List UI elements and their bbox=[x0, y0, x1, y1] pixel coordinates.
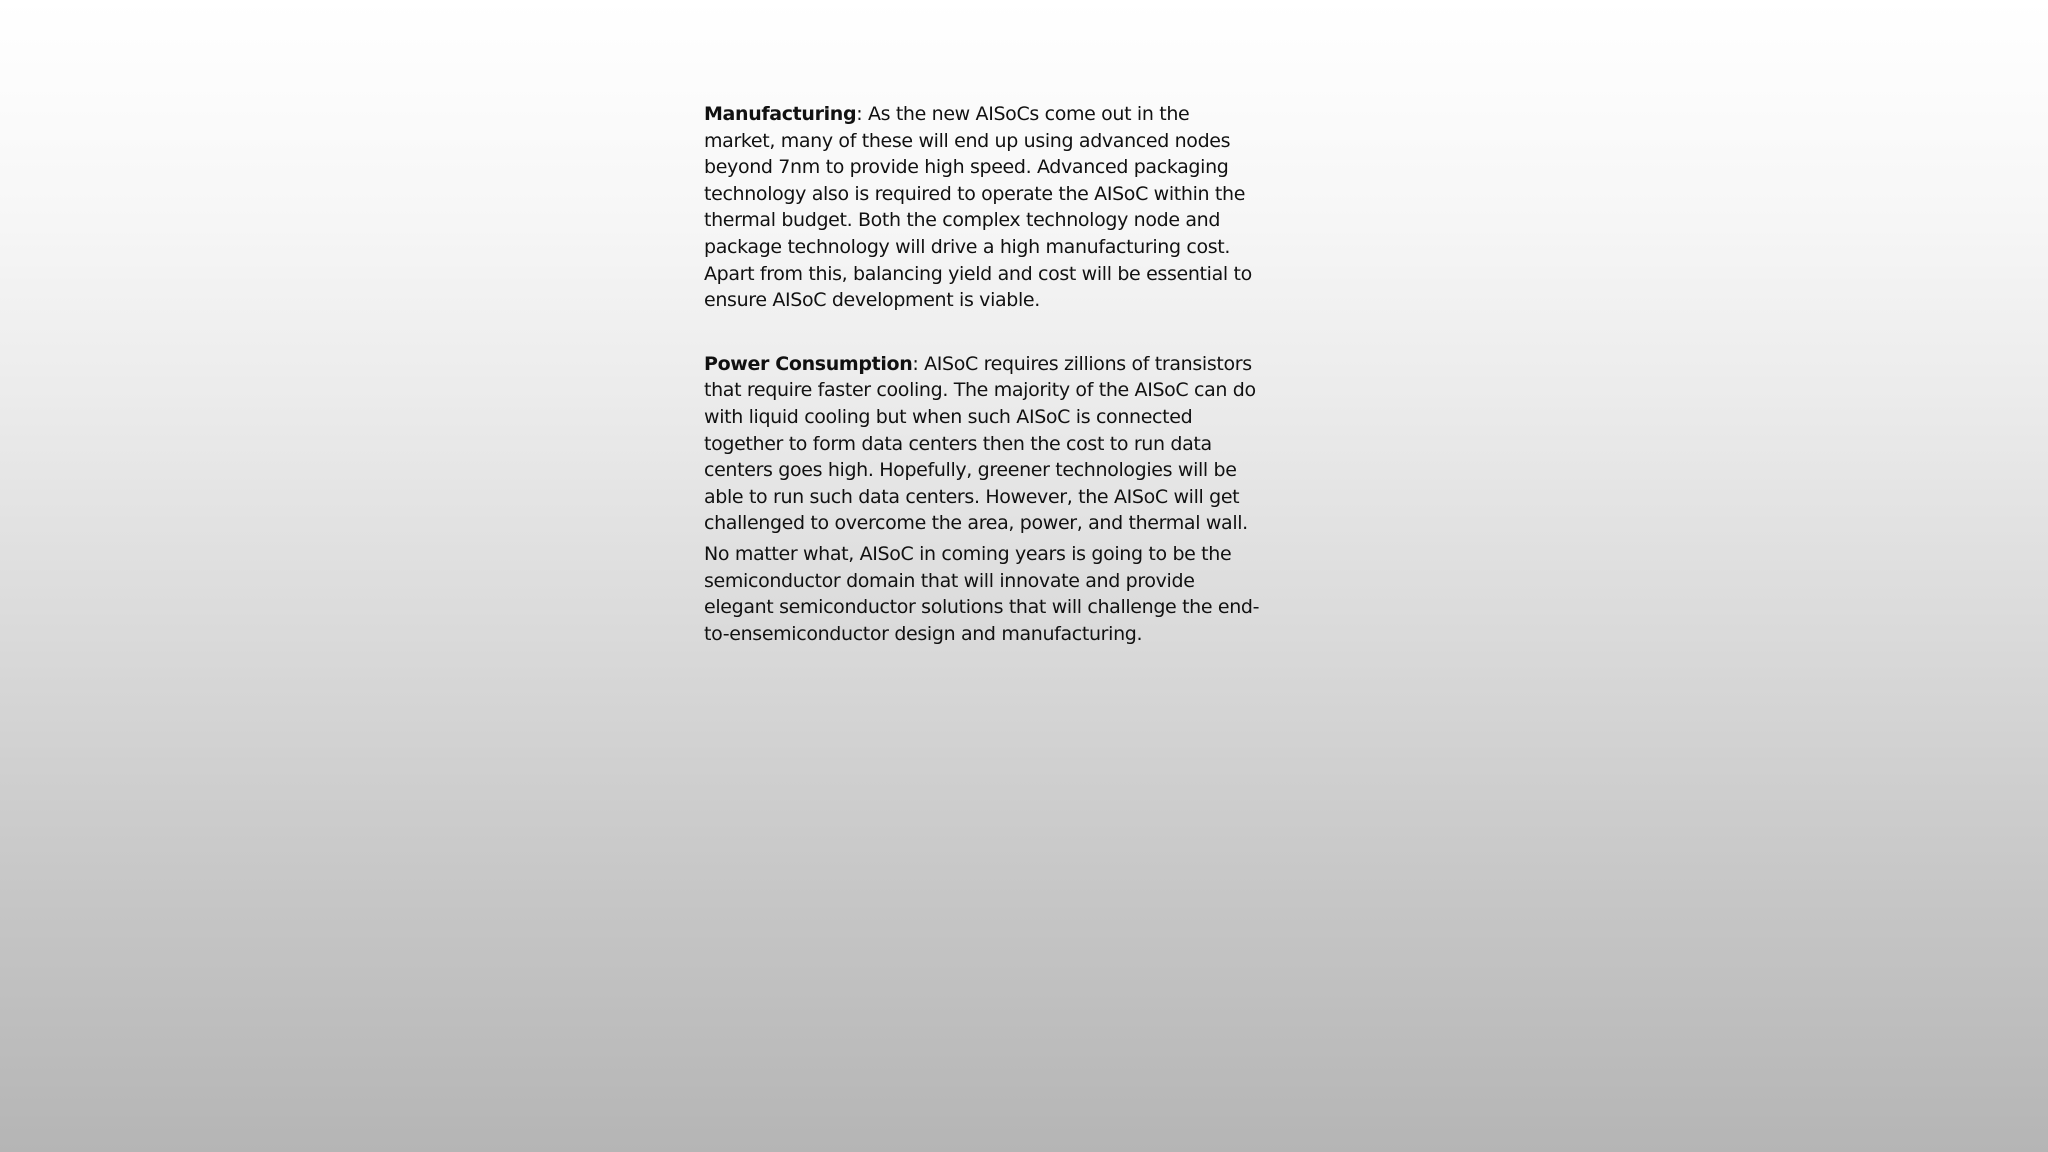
paragraph-conclusion bbox=[704, 541, 1264, 647]
paragraph-conclusion-body: No matter what, AISoC in coming years is going to be the semiconductor domain that will innovate and provide elegant semiconductor solutions that will challenge the end-to-ensemiconductor design and manufacturing. bbox=[704, 542, 1260, 645]
paragraph-power-consumption-body: : AISoC requires zillions of transistors that require faster cooling. The majority of the AISoC can do with liquid cooling but when such AISoC is connected together to form data centers then the cost to run data centers goes high. Hopefully, greener technologies will be able to run such data centers. However, the AISoC will get challenged to overcome the area, power, and thermal wall. bbox=[704, 352, 1256, 535]
paragraph-manufacturing-body: : As the new AISoCs come out in the market, many of these will end up using advanced nodes beyond 7nm to provide high speed. Advanced packaging technology also is required to operate the AISoC within the thermal budget. Both the complex technology node and package technology will drive a high manufacturing cost. Apart from this, balancing yield and cost will be essential to ensure AISoC development is viable. bbox=[704, 103, 1252, 312]
paragraph-power-consumption bbox=[704, 351, 1264, 537]
term-power-consumption: Power Consumption bbox=[704, 352, 913, 375]
term-manufacturing: Manufacturing bbox=[704, 103, 857, 125]
text-block bbox=[704, 101, 1264, 647]
paragraph-manufacturing bbox=[704, 101, 1264, 314]
